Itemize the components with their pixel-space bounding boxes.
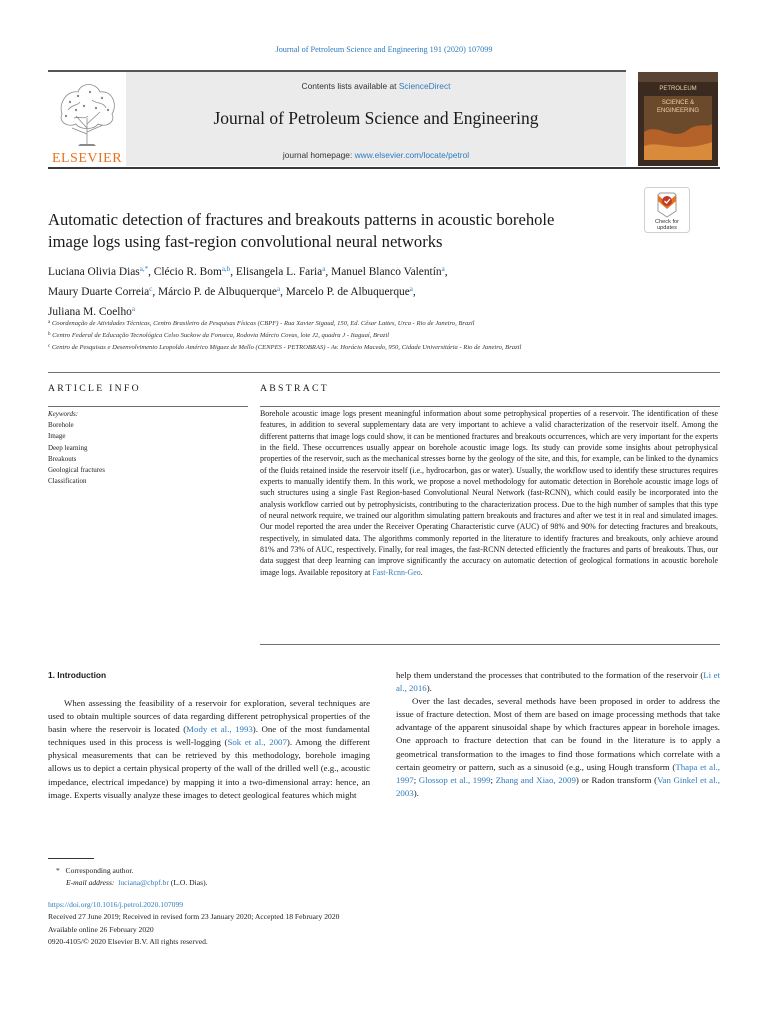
affiliations <box>48 317 638 353</box>
elsevier-tree-icon <box>48 72 126 166</box>
body-text: When assessing the feasibility of a reservoir for exploration, several techniques are used to obtain multiple sources of data regarding different petrophysical properties of the basin where the reservoir is located ( <box>48 698 370 735</box>
intro-paragraph-2 <box>396 669 720 695</box>
author-name[interactable]: Juliana M. Coelho <box>48 306 132 318</box>
contents-line <box>126 81 626 91</box>
email-suffix: (L.O. Dias). <box>170 878 208 888</box>
intro-right-column <box>396 669 720 800</box>
sciencedirect-link[interactable]: ScienceDirect <box>398 81 451 91</box>
citation-link[interactable]: Mody et al., 1993 <box>186 724 253 735</box>
author-name[interactable]: Clécio R. Bom <box>153 266 222 278</box>
affiliation-text: Centro Federal de Educação Tecnológica Celso Suckow da Fonseca, Rodovia Márcio Covas, lote J2, quadra J - Itaguaí, Brazil <box>52 332 390 339</box>
abstract-text: Borehole acoustic image logs present meaningful information about some petrophysical properties of a reservoir. The identification of these features, in addition to several supplementary data are very important to achieve a valid characterization of the reservoir itself. Among the different patterns that image logs could show, it can be mentioned fractures and breakouts occurrences, which are very important for the experts in the field. These occurrences usually appear on borehole acoustic image logs. Its study can provide some insights about petrophysical properties of the reservoir, such as the mechanical stresses borne by the geology of the site, and this, for example, can be linked to the dynamics of the fluids retained inside the reservoir itself (i.e., hydrocarbon, gas or water). Usually, the workflow used to identify these structures requires experts to manually identify them. In this work, we propose a novel methodology for automatic detection in Borehole acoustic image logs of such structures using a single Fast Region-based Convolutional Neural Network (fast-RCNN), which could easily be incorporated into the analysis workflow carried out by petrophysicists, contributing to the characterization process. Due to the high number of samples that this type of neural network require, we trained our algorithm simulating pattern breakouts and fractures and after we test it in real and simulated images. Our model reported the area under the Receiver Operating Characteristic curve (AUC) of 98% and 90% for detecting fractures and breakouts, respectively, in simulated data. The algorithms commonly reported in the literature to identify fractures and breakouts, only achieve around 81% and 73% of AUC, respectively. Finally, for real images, the fast-RCNN detected efficiently the fractures and parts of breakouts. Thus, our data suggest that deep learning can improve significantly the accuracy on automatic detection of geological formations in acoustic borehole image logs. Available repository at <box>260 409 718 577</box>
citation-link[interactable]: Sok et al., 2007 <box>227 737 287 748</box>
body-text: ). Among the different physical measurements that can be retrieved by this methodology, borehole imaging allows us to depict a certain physical property of the wall of the drilled well (e.g., acoustic impedance, electrical impedance) by mapping it into a two-dimensional array: hence, an image. Experts visually analyze these images to detect geological features which might <box>48 737 370 800</box>
citation-link[interactable]: Thapa et al., 1997 <box>396 761 720 785</box>
author-affil-marker[interactable]: c <box>149 285 153 293</box>
repository-link[interactable]: Fast-Rcnn-Geo <box>372 567 421 577</box>
contents-prefix: Contents lists available at <box>301 81 399 91</box>
citation-link[interactable]: Zhang and Xiao, 2009 <box>495 774 576 785</box>
email-line <box>56 877 456 889</box>
journal-cover-image[interactable] <box>638 72 718 166</box>
masthead-divider <box>48 167 720 169</box>
body-text: ). <box>426 683 432 694</box>
cover-line-3: ENGINEERING <box>656 108 700 114</box>
body-text: Over the last decades, several methods have been proposed in order to address the issue of fracture detection. Most of them are based on image processing methods that take advantage of the apparent sinusoidal shape by which fractures appear in borehole images. One approach to fracture detection that can be found in the literature is to apply a geometrical transformation to the images to find those formations which correlate with a certain geometry or pattern, such as a sinusoid (e.g., using Hough transform ( <box>396 696 720 772</box>
author-affil-marker[interactable]: a <box>131 305 135 313</box>
author-email-link[interactable]: luciana@cbpf.br <box>118 878 169 888</box>
check-for-updates-icon <box>644 187 690 233</box>
author-name[interactable]: Marcelo P. de Albuquerque <box>285 286 410 298</box>
copyright-line: 0920-4105/© 2020 Elsevier B.V. All rights reserved. <box>48 937 208 947</box>
publication-info <box>48 899 548 949</box>
affiliation-item <box>48 317 638 329</box>
journal-name[interactable]: Journal of Petroleum Science and Engineering <box>213 108 539 128</box>
cover-line-2: SCIENCE & <box>661 100 695 106</box>
title-line-1: Automatic detection of fractures and breakouts patterns in acoustic borehole <box>48 210 555 229</box>
author-name[interactable]: Luciana Olivia Dias <box>48 266 140 278</box>
author-name[interactable]: Maury Duarte Correia <box>48 286 150 298</box>
body-text: ). <box>413 787 419 798</box>
cover-line-1: PETROLEUM <box>659 86 697 92</box>
author-list: Luciana Olivia Dias$^{a,*}$, Clécio R. Bom$^{a,b}$, Elisangela L. Faria$^a$, Manuel Blanco Valentín$^a$, Maury Duarte Correia$^c$, Márcio P. de Albuquerque$^a$, Marcelo P. de Albuquerque$^a$, Juliana M. Coelho$^a$ <box>48 265 448 318</box>
received-dates: Received 27 June 2019; Received in revised form 23 January 2020; Accepted 18 February 2020 <box>48 912 340 922</box>
title-line-2: image logs using fast-region convolutional neural networks <box>48 232 443 251</box>
author-name[interactable]: Márcio P. de Albuquerque <box>158 286 277 298</box>
keywords-box <box>48 409 248 487</box>
check-for-updates-button[interactable] <box>644 187 690 233</box>
keyword-item: Image <box>48 432 66 441</box>
keyword-item: Geological fractures <box>48 466 105 475</box>
footnote-star: * <box>56 866 60 875</box>
abstract-end: . <box>420 567 423 577</box>
keywords-label: Keywords: <box>48 410 79 418</box>
affiliation-marker: a <box>48 320 51 325</box>
author-name[interactable]: Manuel Blanco Valentín <box>331 266 442 278</box>
online-date: Available online 26 February 2020 <box>48 924 154 934</box>
body-text: ) or Radon transform ( <box>575 774 658 785</box>
section-divider <box>48 372 720 373</box>
citation-link[interactable]: Li et al., 2016 <box>396 670 721 694</box>
email-label: E-mail address: <box>66 878 115 888</box>
author-name[interactable]: Elisangela L. Faria <box>235 266 323 278</box>
affiliation-text: Coordenação de Atividades Técnicas, Centro Brasileiro de Pesquisas Físicas (CBPF) - Rua Xavier Sigaud, 150, Ed. César Lattes, Urca - Rio de Janeiro, Brazil <box>51 320 475 327</box>
affiliation-item <box>48 341 638 353</box>
homepage-prefix: journal homepage: <box>282 150 355 160</box>
body-text: ). One of the most fundamental techniques used in this process is well-logging ( <box>48 724 370 748</box>
author-affil-marker[interactable]: a,* <box>139 265 149 273</box>
keyword-item: Breakouts <box>48 454 77 463</box>
citation-link[interactable]: Glossop et al., 1999 <box>418 774 491 785</box>
article-info-heading: ARTICLE INFO <box>48 383 141 394</box>
author-affil-marker[interactable]: a,b <box>221 265 231 273</box>
intro-left-column <box>48 697 370 802</box>
body-text: ; <box>413 774 419 785</box>
masthead-center <box>126 72 626 166</box>
introduction-heading: 1. Introduction <box>48 670 107 680</box>
body-text: ; <box>490 774 496 785</box>
author-affil-marker[interactable]: a <box>441 265 445 273</box>
doi-link[interactable]: https://doi.org/10.1016/j.petrol.2020.107099 <box>48 900 184 909</box>
footnote-rule <box>48 858 94 859</box>
journal-reference[interactable]: Journal of Petroleum Science and Engineering 191 (2020) 107099 <box>275 45 493 54</box>
homepage-line <box>126 150 626 160</box>
abstract-bottom-rule <box>260 644 720 645</box>
keyword-item: Classification <box>48 477 87 486</box>
body-text: help them understand the processes that contributed to the formation of the reservoir ( <box>396 670 704 680</box>
intro-paragraph-3 <box>396 695 720 800</box>
keyword-item: Deep learning <box>48 443 88 452</box>
intro-paragraph-1 <box>48 697 370 802</box>
check-badge-line-2: updates <box>657 225 677 231</box>
article-title <box>48 209 628 253</box>
check-badge-line-1: Check for <box>655 219 679 225</box>
corresponding-author-note <box>56 865 456 877</box>
affiliation-text: Centro de Pesquisas e Desenvolvimento Leopoldo Américo Miguez de Mello (CENPES - PETROBRAS) - Av. Horácio Macedo, 950, Cidade Universitária - Rio de Janeiro, Brazil <box>51 344 522 351</box>
citation-link[interactable]: Van Ginkel et al., 2003 <box>396 774 720 798</box>
author-affil-marker[interactable]: a <box>276 285 281 293</box>
abstract-heading: ABSTRACT <box>260 383 329 394</box>
abstract-body <box>260 408 718 578</box>
article-info-rule <box>48 406 248 407</box>
affiliation-item <box>48 329 638 341</box>
abstract-rule <box>260 406 720 407</box>
corresponding-author-text: Corresponding author. <box>65 866 134 875</box>
author-affil-marker[interactable]: a <box>322 265 326 273</box>
footnote <box>56 865 456 889</box>
author-affil-marker[interactable]: a <box>409 285 413 293</box>
elsevier-logo[interactable] <box>48 72 126 166</box>
journal-homepage-link[interactable]: www.elsevier.com/locate/petrol <box>354 150 470 160</box>
cover-thumbnail <box>638 72 718 166</box>
elsevier-wordmark: ELSEVIER <box>51 151 123 166</box>
affiliation-marker: c <box>48 344 51 349</box>
keyword-item: Borehole <box>48 421 74 430</box>
affiliation-marker: b <box>48 332 51 337</box>
